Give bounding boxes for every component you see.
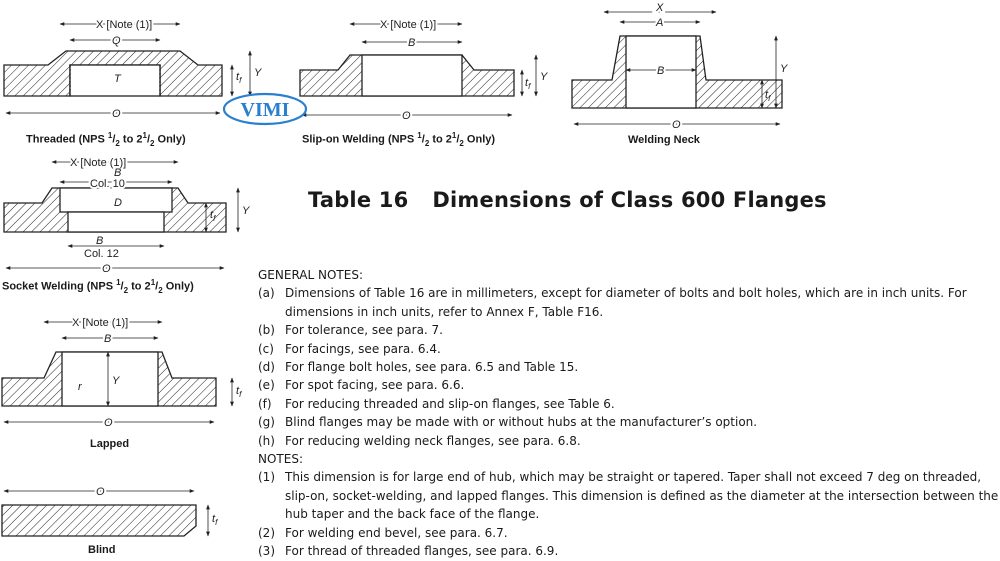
socket-b-top-label: B	[114, 167, 122, 179]
welding-neck-y-label: Y	[780, 63, 788, 75]
blind-tf-label: $t_f$	[212, 513, 218, 527]
socket-x-label: X [Note (1)]	[70, 157, 127, 169]
general-notes-heading: GENERAL NOTES:	[258, 268, 363, 282]
welding-neck-tf-label: $t_f$	[765, 89, 771, 103]
slip-on-o-label: O	[402, 110, 411, 122]
lapped-b-label: B	[104, 333, 112, 345]
general-note-item: (e) For spot facing, see para. 6.6.	[258, 378, 465, 393]
general-note-item: (d) For flange bolt holes, see para. 6.5 and Table 15.	[258, 360, 579, 375]
slip-on-flange-drawing	[300, 55, 514, 96]
lapped-r-label: r	[78, 381, 82, 393]
lapped-y-label: Y	[112, 375, 120, 387]
socket-b-bottom-label: B	[96, 235, 104, 247]
lapped-tf-label: $t_f$	[236, 385, 242, 399]
threaded-x-label: X [Note (1)]	[96, 19, 153, 31]
notes-heading: NOTES:	[258, 452, 303, 467]
note-item: (1) This dimension is for large end of hub, which may be straight or tapered. Taper shall not exceed 7 deg on threaded, slip-on, socket-welding, and lapped flanges. This dimension is defined as the diameter at the intersection between the hub taper and the back face of the flange.	[258, 470, 999, 522]
general-note-item: (b) For tolerance, see para. 7.	[258, 323, 443, 338]
socket-o-label: O	[102, 263, 111, 275]
socket-welding-flange-drawing	[4, 188, 226, 232]
threaded-flange-drawing	[4, 51, 222, 96]
general-note-item: (a) Dimensions of Table 16 are in millimeters, except for diameter of bolts and bolt holes, which are in inch units. For dimensions in inch units, refer to Annex F, Table F16.	[258, 286, 967, 319]
threaded-t-label: T	[114, 73, 121, 85]
notes-section	[258, 266, 1000, 561]
welding-neck-x-label: X	[656, 2, 664, 14]
socket-d-label: D	[114, 197, 122, 209]
lapped-o-label: O	[104, 417, 113, 429]
general-note-item: (g) Blind flanges may be made with or without hubs at the manufacturer’s option.	[258, 415, 758, 430]
socket-col12-label: Col. 12	[84, 248, 119, 260]
welding-neck-caption: Welding Neck	[628, 134, 700, 146]
slip-on-caption: Slip-on Welding (NPS $^1/_2$ to $2^1/_2$ Only)	[302, 131, 496, 148]
threaded-caption: Threaded (NPS $^1/_2$ to $2^1/_2$ Only)	[26, 131, 186, 148]
note-item: (3) For thread of threaded flanges, see para. 6.9.	[258, 544, 559, 559]
welding-neck-flange-drawing	[572, 36, 782, 108]
socket-col10-label: Col. 10	[90, 178, 125, 190]
lapped-caption: Lapped	[90, 438, 130, 450]
table-title-text: Dimensions of Class 600 Flanges	[432, 188, 827, 212]
welding-neck-a-label: A	[656, 17, 664, 29]
table-number: Table 16	[308, 188, 409, 212]
blind-caption: Blind	[88, 544, 116, 556]
threaded-tf-label: $t_f$	[236, 71, 242, 85]
slip-on-b-label: B	[408, 37, 416, 49]
socket-y-label: Y	[242, 205, 250, 217]
threaded-y-label: Y	[254, 67, 262, 79]
general-note-item: (h) For reducing welding neck flanges, see para. 6.8.	[258, 433, 581, 448]
blind-o-label: O	[96, 486, 105, 498]
note-item: (2) For welding end bevel, see para. 6.7.	[258, 525, 508, 540]
general-note-item: (f) For reducing threaded and slip-on flanges, see Table 6.	[258, 396, 615, 411]
general-note-item: (c) For facings, see para. 6.4.	[258, 341, 441, 356]
vimi-watermark-logo	[222, 92, 308, 126]
slip-on-y-label: Y	[540, 71, 548, 83]
slip-on-x-label: X [Note (1)]	[380, 19, 437, 31]
welding-neck-o-label: O	[672, 119, 681, 131]
slip-on-tf-label: $t_f$	[525, 77, 531, 91]
socket-welding-caption: Socket Welding (NPS $^1/_2$ to $2^1/_2$ Only)	[2, 278, 194, 295]
welding-neck-b-label: B	[657, 65, 665, 77]
lapped-x-label: X [Note (1)]	[72, 317, 129, 329]
svg-text:VIMI: VIMI	[240, 99, 290, 121]
threaded-q-label: Q	[112, 35, 121, 47]
blind-flange-drawing	[2, 505, 196, 536]
lapped-flange-drawing	[2, 352, 216, 406]
table-title	[308, 188, 827, 212]
threaded-o-label: O	[112, 108, 121, 120]
socket-tf-label: $t_f$	[210, 209, 216, 223]
